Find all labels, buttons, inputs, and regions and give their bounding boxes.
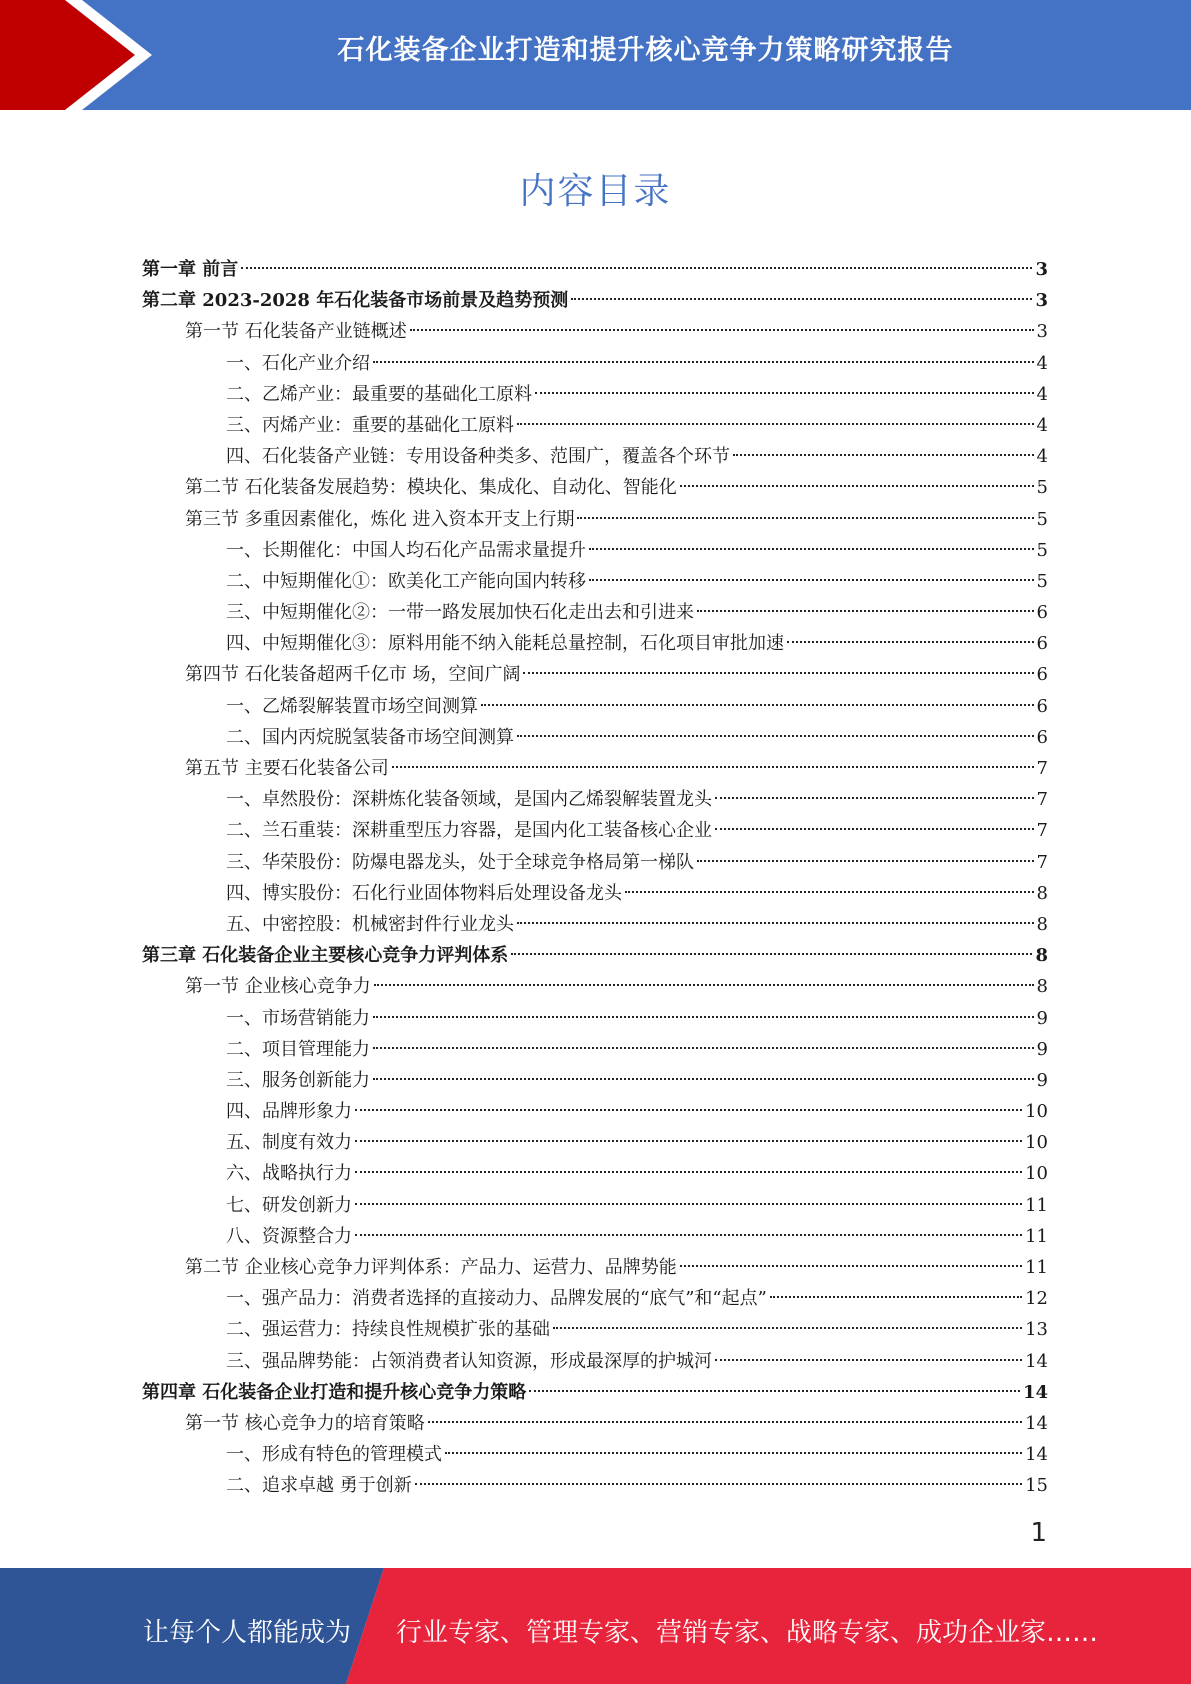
toc-heading: 内容目录 [519, 171, 672, 212]
toc-entry[interactable] [142, 535, 1048, 566]
footer-slogan-left: 让每个人都能成为 [143, 1618, 352, 1648]
toc-dot-leader [355, 1171, 1022, 1173]
toc-entry[interactable] [142, 1346, 1048, 1377]
toc-dot-leader [577, 517, 1033, 519]
toc-entry-title: 一、强产品力：消费者选择的直接动力、品牌发展的“底气”和“起点” [226, 1288, 767, 1310]
toc-entry-title: 一、长期催化：中国人均石化产品需求量提升 [226, 539, 586, 561]
toc-entry-page: 7 [1036, 789, 1048, 811]
toc-entry-page: 8 [1036, 882, 1048, 904]
toc-entry-page: 7 [1036, 758, 1048, 779]
toc-entry[interactable] [142, 691, 1048, 722]
toc-entry-title: 第四节 石化装备超两千亿市 场，空间广阔 [185, 664, 521, 686]
toc-entry-title: 第二节 石化装备发展趋势：模块化、集成化、自动化、智能化 [185, 477, 677, 499]
toc-entry-page: 6 [1036, 695, 1048, 717]
toc-dot-leader [770, 1296, 1022, 1298]
toc-dot-leader [392, 766, 1034, 768]
toc-entry[interactable] [142, 504, 1048, 535]
page-footer [0, 1568, 1191, 1684]
toc-dot-leader [415, 1483, 1022, 1485]
toc-entry-page: 11 [1025, 1194, 1048, 1216]
toc-entry-title: 三、华荣股份：防爆电器龙头，处于全球竞争格局第一梯队 [226, 851, 694, 873]
toc-entry[interactable] [142, 1439, 1048, 1470]
toc-entry[interactable] [142, 1283, 1048, 1314]
toc-entry-page: 6 [1036, 664, 1048, 686]
toc-entry-title: 四、品牌形象力 [226, 1101, 352, 1123]
toc-entry-page: 6 [1036, 633, 1048, 655]
toc-entry-page: 10 [1025, 1101, 1048, 1123]
toc-entry-title: 一、形成有特色的管理模式 [226, 1444, 442, 1466]
toc-entry-title: 二、国内丙烷脱氢装备市场空间测算 [226, 726, 514, 748]
toc-entry-page: 13 [1025, 1319, 1048, 1341]
toc-entry-page: 3 [1035, 290, 1048, 312]
toc-dot-leader [680, 1265, 1022, 1267]
toc-entry[interactable] [142, 628, 1048, 659]
toc-entry-title: 六、战略执行力 [226, 1163, 352, 1185]
toc-entry[interactable] [142, 285, 1048, 316]
toc-entry-page: 10 [1025, 1132, 1048, 1154]
toc-entry[interactable] [142, 1314, 1048, 1345]
toc-entry[interactable] [142, 753, 1048, 784]
toc-entry-page: 5 [1036, 477, 1048, 499]
toc-dot-leader [428, 1421, 1022, 1423]
toc-entry-page: 5 [1036, 508, 1048, 530]
toc-entry[interactable] [142, 1003, 1048, 1034]
toc-entry[interactable] [142, 254, 1048, 285]
toc-entry-title: 一、市场营销能力 [226, 1007, 370, 1029]
toc-dot-leader [355, 1234, 1022, 1236]
toc-entry[interactable] [142, 379, 1048, 410]
toc-entry-title: 八、资源整合力 [226, 1225, 352, 1247]
toc-entry-page: 7 [1036, 851, 1048, 873]
toc-entry-title: 七、研发创新力 [226, 1194, 352, 1216]
toc-dot-leader [535, 392, 1034, 394]
toc-entry[interactable] [142, 316, 1048, 347]
toc-entry[interactable] [142, 722, 1048, 753]
toc-dot-leader [373, 1047, 1034, 1049]
toc-entry-page: 8 [1036, 913, 1048, 935]
toc-entry-title: 三、中短期催化②：一带一路发展加快石化走出去和引进来 [226, 602, 694, 624]
toc-entry-title: 二、项目管理能力 [226, 1038, 370, 1060]
toc-entry-title: 第二节 企业核心竞争力评判体系：产品力、运营力、品牌势能 [185, 1257, 677, 1278]
toc-entry-page: 14 [1025, 1444, 1048, 1466]
toc-entry[interactable] [142, 566, 1048, 597]
toc-entry[interactable] [142, 1065, 1048, 1096]
toc-entry-title: 二、中短期催化①：欧美化工产能向国内转移 [226, 570, 586, 592]
toc-dot-leader [373, 361, 1034, 363]
toc-entry-page: 12 [1025, 1288, 1048, 1310]
toc-dot-leader [715, 797, 1034, 799]
toc-dot-leader [373, 1016, 1034, 1018]
toc-entry[interactable] [142, 940, 1048, 971]
toc-entry-page: 5 [1036, 539, 1048, 561]
toc-dot-leader [715, 828, 1034, 830]
toc-entry[interactable] [142, 784, 1048, 815]
toc-entry[interactable] [142, 815, 1048, 846]
toc-entry-page: 4 [1036, 414, 1048, 436]
toc-dot-leader [355, 1203, 1022, 1205]
toc-entry[interactable] [142, 1127, 1048, 1158]
toc-entry-page: 6 [1036, 602, 1048, 624]
toc-entry-title: 三、强品牌势能：占领消费者认知资源，形成最深厚的护城河 [226, 1350, 712, 1372]
toc-entry-title: 第一节 石化装备产业链概述 [185, 321, 407, 343]
toc-entry-title: 一、石化产业介绍 [226, 352, 370, 374]
toc-entry-title: 第四章 石化装备企业打造和提升核心竞争力策略 [142, 1381, 527, 1403]
toc-entry[interactable] [142, 909, 1048, 940]
toc-entry-title: 五、制度有效力 [226, 1132, 352, 1154]
toc-entry-title: 二、强运营力：持续良性规模扩张的基础 [226, 1319, 550, 1341]
toc-dot-leader [625, 891, 1034, 893]
toc-dot-leader [523, 672, 1033, 674]
toc-entry[interactable] [142, 1470, 1048, 1501]
toc-entry-title: 第五节 主要石化装备公司 [185, 758, 389, 779]
toc-entry-title: 一、乙烯裂解装置市场空间测算 [226, 695, 478, 717]
toc-entry[interactable] [142, 1034, 1048, 1065]
page-header [0, 0, 1191, 110]
toc-entry-title: 第三章 石化装备企业主要核心竞争力评判体系 [142, 945, 509, 967]
toc-dot-leader [589, 548, 1034, 550]
toc-entry-title: 二、追求卓越 勇于创新 [226, 1475, 412, 1497]
toc-dot-leader [517, 423, 1034, 425]
toc-entry-page: 14 [1025, 1350, 1048, 1372]
toc-entry[interactable] [142, 1190, 1048, 1221]
footer-slogan-right: 行业专家、管理专家、营销专家、战略专家、成功企业家…… [396, 1618, 1099, 1648]
toc-entry[interactable] [142, 659, 1048, 690]
toc-entry-title: 第二章 2023-2028 年石化装备市场前景及趋势预测 [142, 290, 569, 312]
toc-entry-title: 四、石化装备产业链：专用设备种类多、范围广，覆盖各个环节 [226, 446, 730, 468]
toc-dot-leader [529, 1390, 1020, 1392]
toc-entry-title: 三、丙烯产业：重要的基础化工原料 [226, 414, 514, 436]
toc-entry[interactable] [142, 472, 1048, 503]
toc-dot-leader [589, 579, 1034, 581]
toc-dot-leader [373, 1078, 1034, 1080]
toc-dot-leader [410, 329, 1034, 331]
toc-entry-title: 第一节 核心竞争力的培育策略 [185, 1412, 425, 1434]
toc-entry-title: 四、博实股份：石化行业固体物料后处理设备龙头 [226, 882, 622, 904]
toc-dot-leader [517, 735, 1034, 737]
toc-entry-title: 第一节 企业核心竞争力 [185, 976, 371, 998]
toc-dot-leader [517, 922, 1034, 924]
toc-dot-leader [481, 704, 1034, 706]
toc-dot-leader [787, 641, 1034, 643]
toc-entry-page: 11 [1025, 1257, 1048, 1278]
toc-entry[interactable] [142, 878, 1048, 909]
toc-dot-leader [241, 267, 1032, 269]
toc-entry-page: 4 [1036, 446, 1048, 468]
toc-entry[interactable] [142, 1377, 1048, 1408]
toc-entry-page: 7 [1036, 820, 1048, 842]
toc-entry-title: 四、中短期催化③：原料用能不纳入能耗总量控制，石化项目审批加速 [226, 633, 784, 655]
toc-entry-page: 14 [1022, 1381, 1048, 1403]
page-number: 1 [1030, 1518, 1047, 1548]
toc-dot-leader [355, 1140, 1022, 1142]
toc-entry-title: 一、卓然股份：深耕炼化装备领域，是国内乙烯裂解装置龙头 [226, 789, 712, 811]
table-of-contents [142, 254, 1048, 1502]
toc-entry-page: 8 [1036, 976, 1048, 998]
toc-dot-leader [571, 298, 1032, 300]
toc-entry-title: 第三节 多重因素催化，炼化 进入资本开支上行期 [185, 508, 575, 530]
toc-entry[interactable] [142, 410, 1048, 441]
toc-dot-leader [715, 1359, 1022, 1361]
toc-dot-leader [553, 1327, 1022, 1329]
toc-dot-leader [374, 984, 1034, 986]
toc-entry-page: 14 [1025, 1412, 1048, 1434]
toc-dot-leader [511, 953, 1032, 955]
toc-entry[interactable] [142, 1096, 1048, 1127]
toc-dot-leader [733, 454, 1034, 456]
toc-entry-title: 二、乙烯产业：最重要的基础化工原料 [226, 383, 532, 405]
toc-entry[interactable] [142, 348, 1048, 379]
toc-entry-page: 4 [1036, 383, 1048, 405]
toc-entry[interactable] [142, 1252, 1048, 1283]
toc-entry[interactable] [142, 1221, 1048, 1252]
toc-dot-leader [680, 485, 1034, 487]
toc-entry-page: 6 [1036, 726, 1048, 748]
toc-entry-title: 五、中密控股：机械密封件行业龙头 [226, 913, 514, 935]
toc-entry[interactable] [142, 441, 1048, 472]
toc-dot-leader [445, 1452, 1022, 1454]
toc-entry-page: 15 [1025, 1475, 1048, 1497]
report-title: 石化装备企业打造和提升核心竞争力策略研究报告 [337, 35, 954, 66]
toc-dot-leader [697, 610, 1034, 612]
toc-entry-page: 8 [1035, 945, 1048, 967]
toc-entry[interactable] [142, 597, 1048, 628]
toc-entry-page: 4 [1036, 352, 1048, 374]
toc-entry-title: 第一章 前言 [142, 259, 239, 280]
toc-entry-page: 3 [1036, 321, 1048, 343]
toc-entry-page: 10 [1025, 1163, 1048, 1185]
toc-dot-leader [355, 1109, 1022, 1111]
toc-entry-page: 5 [1036, 570, 1048, 592]
toc-dot-leader [697, 860, 1034, 862]
toc-entry[interactable] [142, 1408, 1048, 1439]
toc-entry-page: 3 [1035, 259, 1048, 280]
toc-entry[interactable] [142, 847, 1048, 878]
toc-entry-title: 二、兰石重装：深耕重型压力容器，是国内化工装备核心企业 [226, 820, 712, 842]
toc-entry-page: 9 [1036, 1007, 1048, 1029]
toc-entry-page: 9 [1036, 1069, 1048, 1091]
toc-entry[interactable] [142, 1158, 1048, 1189]
toc-entry-title: 三、服务创新能力 [226, 1069, 370, 1091]
toc-entry-page: 9 [1036, 1038, 1048, 1060]
toc-entry[interactable] [142, 971, 1048, 1002]
toc-entry-page: 11 [1025, 1225, 1048, 1247]
